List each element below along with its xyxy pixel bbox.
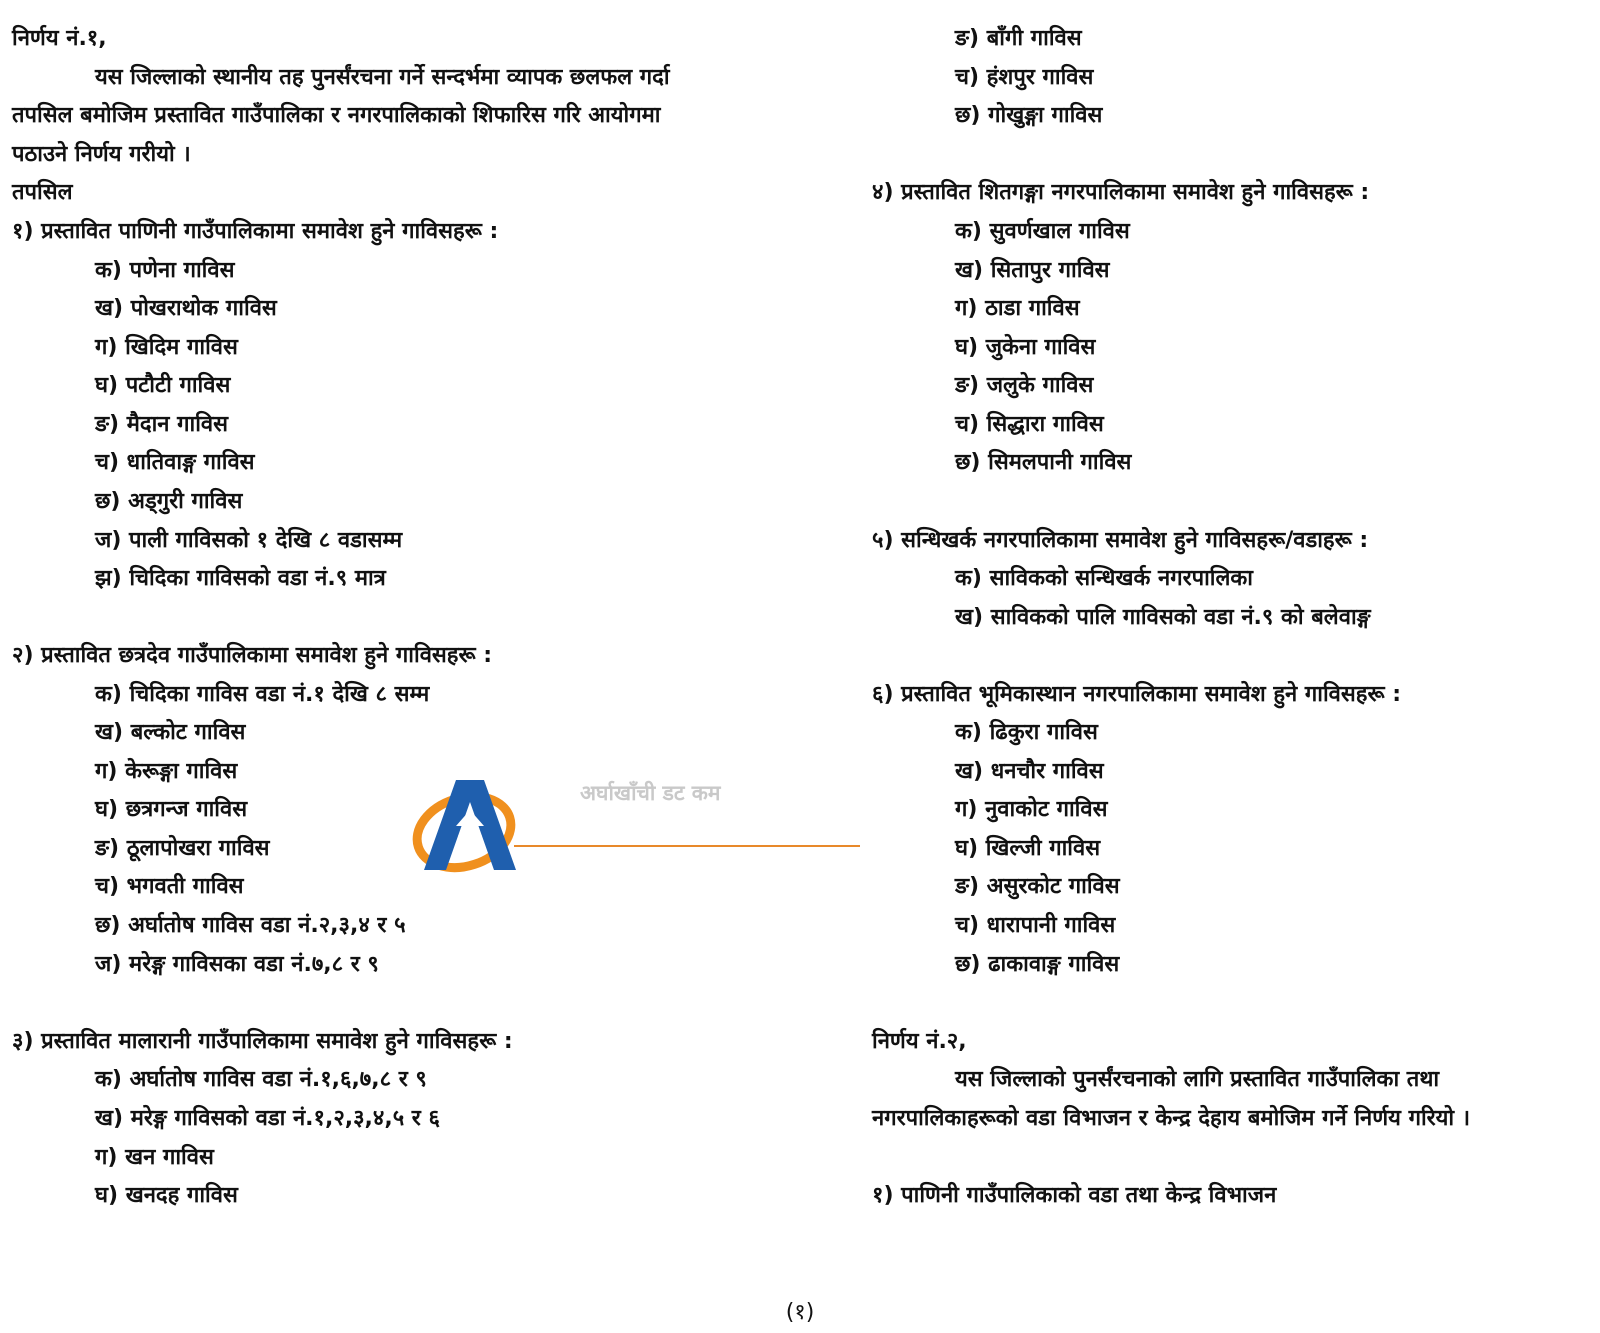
right-line: ५) सन्धिखर्क नगरपालिकामा समावेश हुने गाविसहरू/वडाहरू :	[872, 528, 1369, 553]
logo-letter: A	[412, 780, 413, 781]
left-line: यस जिल्लाको स्थानीय तह पुनर्संरचना गर्ने सन्दर्भमा व्यापक छलफल गर्दा	[95, 65, 670, 90]
right-line: क) ढिकुरा गाविस	[955, 720, 1098, 745]
watermark	[412, 780, 882, 890]
left-line: क) अर्घातोष गाविस वडा नं.१,६,७,८ र ९	[95, 1067, 427, 1092]
left-line: घ) छत्रगन्ज गाविस	[95, 797, 248, 822]
right-line: निर्णय नं.२,	[872, 1029, 967, 1054]
right-line: छ) गोखुङ्गा गाविस	[955, 103, 1103, 128]
right-line: ङ) असुरकोट गाविस	[955, 874, 1120, 899]
right-line: १) पाणिनी गाउँपालिकाको वडा तथा केन्द्र विभाजन	[872, 1183, 1277, 1208]
watermark-text: अर्घाखाँची डट कम	[580, 781, 721, 805]
right-line: नगरपालिकाहरूको वडा विभाजन र केन्द्र देहाय बमोजिम गर्ने निर्णय गरियो ।	[872, 1106, 1471, 1131]
right-line: छ) सिमलपानी गाविस	[955, 450, 1132, 475]
left-line: छ) अर्घातोष गाविस वडा नं.२,३,४ र ५	[95, 913, 406, 938]
left-line: पठाउने निर्णय गरीयो ।	[12, 142, 191, 167]
left-line: १) प्रस्तावित पाणिनी गाउँपालिकामा समावेश हुने गाविसहरू :	[12, 219, 499, 244]
right-line: ख) साविकको पालि गाविसको वडा नं.९ को बलेवाङ्ग	[955, 605, 1371, 630]
right-line: ६) प्रस्तावित भूमिकास्थान नगरपालिकामा समावेश हुने गाविसहरू :	[872, 682, 1402, 707]
left-line: क) पणेना गाविस	[95, 258, 235, 283]
left-line: च) भगवती गाविस	[95, 874, 244, 899]
left-line: ग) केरूङ्गा गाविस	[95, 759, 238, 784]
right-line: घ) खिल्जी गाविस	[955, 836, 1101, 861]
left-line: ग) खिदिम गाविस	[95, 335, 238, 360]
right-line: ङ) जलुके गाविस	[955, 373, 1094, 398]
left-line: ग) खन गाविस	[95, 1145, 214, 1170]
right-line: ख) धनचौर गाविस	[955, 759, 1104, 784]
right-line: ग) नुवाकोट गाविस	[955, 797, 1108, 822]
right-line: च) धारापानी गाविस	[955, 913, 1116, 938]
right-line: यस जिल्लाको पुनर्संरचनाको लागि प्रस्तावित गाउँपालिका तथा	[955, 1067, 1440, 1092]
left-line: क) चिदिका गाविस वडा नं.१ देखि ८ सम्म	[95, 682, 430, 707]
right-line: ग) ठाडा गाविस	[955, 296, 1080, 321]
left-line: ज) पाली गाविसको १ देखि ८ वडासम्म	[95, 528, 403, 553]
right-line: छ) ढाकावाङ्ग गाविस	[955, 952, 1120, 977]
left-line: ख) पोखराथोक गाविस	[95, 296, 277, 321]
left-line: ख) बल्कोट गाविस	[95, 720, 246, 745]
right-line: ४) प्रस्तावित शितगङ्गा नगरपालिकामा समावेश हुने गाविसहरू :	[872, 180, 1370, 205]
page-number: (१)	[785, 1300, 815, 1325]
left-line: ज) मरेङ्ग गाविसका वडा नं.७,८ र ९	[95, 952, 379, 977]
left-line: च) धातिवाङ्ग गाविस	[95, 450, 255, 475]
left-line: तपसिल बमोजिम प्रस्तावित गाउँपालिका र नगरपालिकाको शिफारिस गरि आयोगमा	[12, 103, 661, 128]
left-line: ङ) ठूलापोखरा गाविस	[95, 836, 270, 861]
left-line: ३) प्रस्तावित मालारानी गाउँपालिकामा समावेश हुने गाविसहरू :	[12, 1029, 513, 1054]
right-line: च) सिद्धारा गाविस	[955, 412, 1104, 437]
right-line: ख) सितापुर गाविस	[955, 258, 1110, 283]
left-line: घ) पटौटी गाविस	[95, 373, 231, 398]
right-line: ङ) बाँगी गाविस	[955, 26, 1082, 51]
left-line: ख) मरेङ्ग गाविसको वडा नं.१,२,३,४,५ र ६	[95, 1106, 440, 1131]
right-line: क) सुवर्णखाल गाविस	[955, 219, 1130, 244]
right-line: घ) जुकेना गाविस	[955, 335, 1096, 360]
left-line: तपसिल	[12, 180, 73, 205]
left-line: झ) चिदिका गाविसको वडा नं.९ मात्र	[95, 566, 386, 591]
left-line: निर्णय नं.१,	[12, 26, 107, 51]
left-line: २) प्रस्तावित छत्रदेव गाउँपालिकामा समावेश हुने गाविसहरू :	[12, 643, 493, 668]
left-line: घ) खनदह गाविस	[95, 1183, 238, 1208]
left-line: छ) अड्गुरी गाविस	[95, 489, 243, 514]
right-line: च) हंशपुर गाविस	[955, 65, 1094, 90]
left-line: ङ) मैदान गाविस	[95, 412, 229, 437]
right-line: क) साविकको सन्धिखर्क नगरपालिका	[955, 566, 1254, 591]
